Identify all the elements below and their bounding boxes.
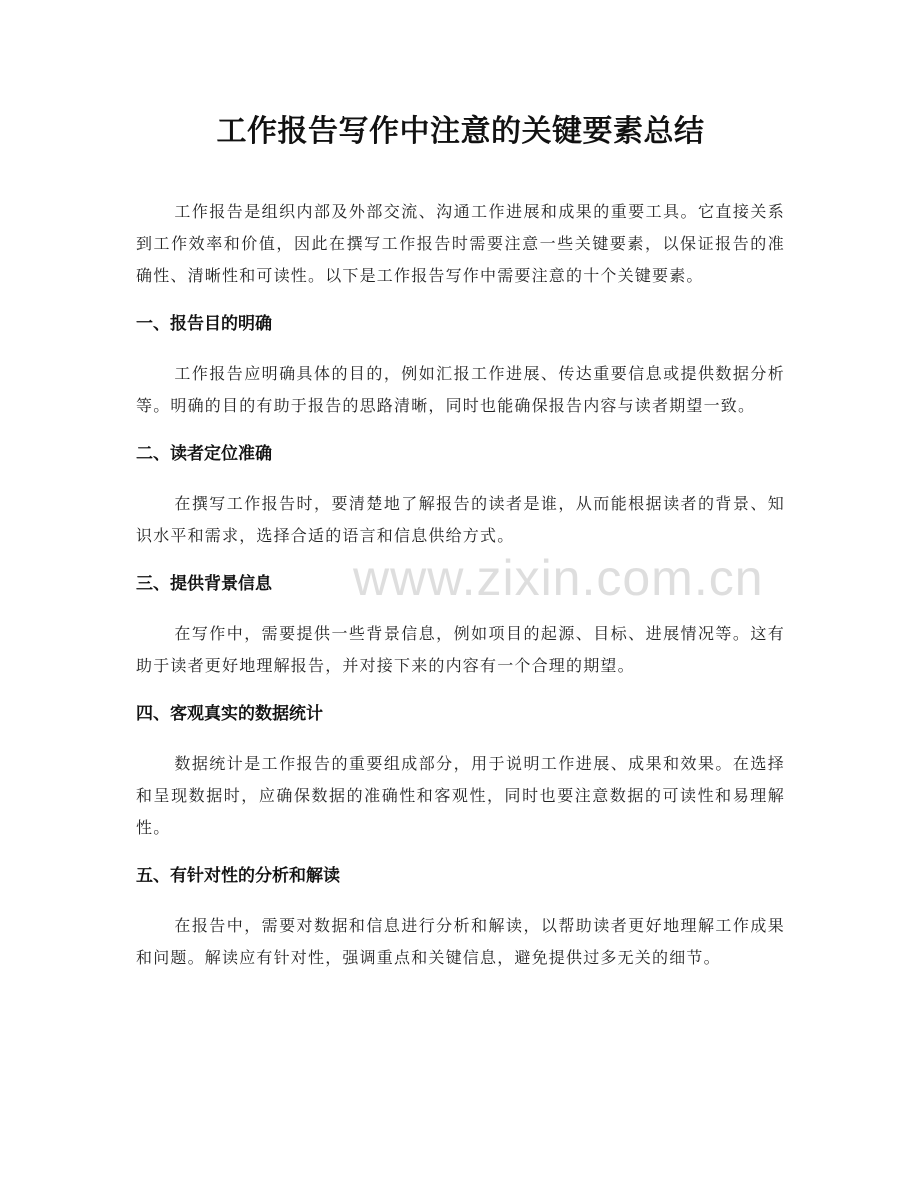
section-heading-5: 五、有针对性的分析和解读	[136, 866, 340, 886]
section-heading-2: 二、读者定位准确	[136, 444, 272, 464]
watermark-text: www.zixin.com.cn	[353, 550, 764, 606]
section-body-5: 在报告中，需要对数据和信息进行分析和解读，以帮助读者更好地理解工作成果和问题。解读应有针对性，强调重点和关键信息，避免提供过多无关的细节。	[136, 916, 785, 967]
section-heading-1: 一、报告目的明确	[136, 314, 272, 334]
intro-paragraph: 工作报告是组织内部及外部交流、沟通工作进展和成果的重要工具。它直接关系到工作效率和价值，因此在撰写工作报告时需要注意一些关键要素，以保证报告的准确性、清晰性和可读性。以下是工作报告写作中需要注意的十个关键要素。	[136, 202, 785, 285]
document-title: 工作报告写作中注意的关键要素总结	[216, 114, 705, 149]
section-body-2: 在撰写工作报告时，要清楚地了解报告的读者是谁，从而能根据读者的背景、知识水平和需求，选择合适的语言和信息供给方式。	[136, 494, 785, 545]
section-body-3: 在写作中，需要提供一些背景信息，例如项目的起源、目标、进展情况等。这有助于读者更好地理解报告，并对接下来的内容有一个合理的期望。	[136, 624, 785, 675]
section-heading-3: 三、提供背景信息	[136, 574, 272, 594]
section-body-4: 数据统计是工作报告的重要组成部分，用于说明工作进展、成果和效果。在选择和呈现数据时，应确保数据的准确性和客观性，同时也要注意数据的可读性和易理解性。	[136, 754, 785, 837]
section-body-1: 工作报告应明确具体的目的，例如汇报工作进展、传达重要信息或提供数据分析等。明确的目的有助于报告的思路清晰，同时也能确保报告内容与读者期望一致。	[136, 364, 785, 415]
section-heading-4: 四、客观真实的数据统计	[136, 704, 323, 724]
